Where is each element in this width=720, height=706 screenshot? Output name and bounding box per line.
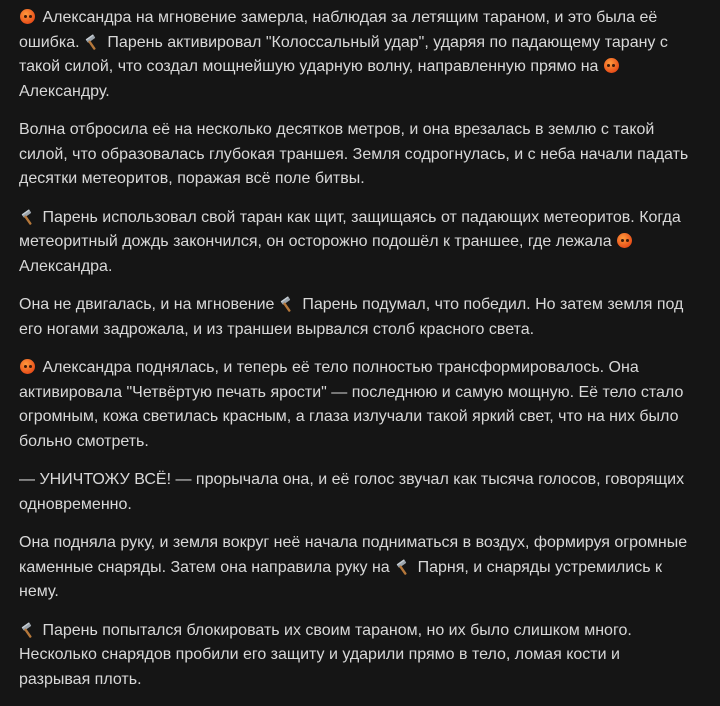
paragraph-text: Она подняла руку, и земля вокруг неё начала подниматься в воздух, формируя огромные каменные снаряды. Затем она направила руку на [19, 534, 688, 576]
paragraph-text: Александра на мгновение замерла, наблюдая за летящим тараном, и это была её ошибка. [19, 9, 658, 51]
angry-face-icon [19, 356, 36, 381]
story-paragraph [19, 293, 690, 342]
paragraph-text: Парень активировал "Колоссальный удар", ударяя по падающему тарану с такой силой, что создал мощнейшую ударную волну, направленную прямо на [19, 33, 668, 75]
story-paragraph [19, 6, 690, 104]
hammer-icon [19, 619, 36, 644]
paragraph-text: Парень использовал свой таран как щит, защищаясь от падающих метеоритов. Когда метеоритный дождь закончился, он осторожно подошёл к траншее, где лежала [19, 208, 681, 250]
story-paragraph [19, 619, 690, 693]
hammer-icon [19, 206, 36, 231]
paragraph-text: Парень подумал, что победил. Но затем земля под его ногами задрожала, и из траншеи вырвался столб красного света. [19, 296, 684, 338]
paragraph-text: Александру. [19, 82, 110, 100]
paragraph-text: Она не двигалась, и на мгновение [19, 296, 279, 313]
paragraph-text: Волна отбросила её на несколько десятков метров, и она врезалась в землю с такой силой, что образовалась глубокая траншея. Земля содрогнулась, и с неба начали падать десятки метеоритов, поражая всё поле битвы. [19, 121, 689, 187]
paragraph-text: — УНИЧТОЖУ ВСЁ! — прорычала она, и её голос звучал как тысяча голосов, говорящих одновременно. [19, 471, 685, 513]
hammer-icon [394, 556, 411, 581]
hammer-icon [279, 293, 296, 318]
paragraph-text: Александра поднялась, и теперь её тело полностью трансформировалось. Она активировала "Четвёртую печать ярости" — последнюю и самую мощную. Её тело стало огромным, кожа светилась красным, а глаза излучали такой яркий свет, что на них было больно смотреть. [19, 359, 684, 450]
angry-face-icon [19, 6, 36, 31]
angry-face-icon [616, 230, 633, 255]
story-paragraph [19, 468, 690, 517]
paragraph-text: Парня, и снаряды устремились к нему. [19, 558, 662, 600]
story-paragraph [19, 356, 690, 454]
paragraph-text: Парень попытался блокировать их своим тараном, но их было слишком много. Несколько снарядов пробили его защиту и ударили прямо в тело, ломая кости и разрывая плоть. [19, 621, 632, 688]
story-paragraph [19, 531, 690, 605]
story-paragraph [19, 118, 690, 192]
story-paragraph [19, 206, 690, 280]
hammer-icon [84, 31, 101, 56]
paragraph-text: Александра. [19, 257, 113, 275]
angry-face-icon [603, 55, 620, 80]
